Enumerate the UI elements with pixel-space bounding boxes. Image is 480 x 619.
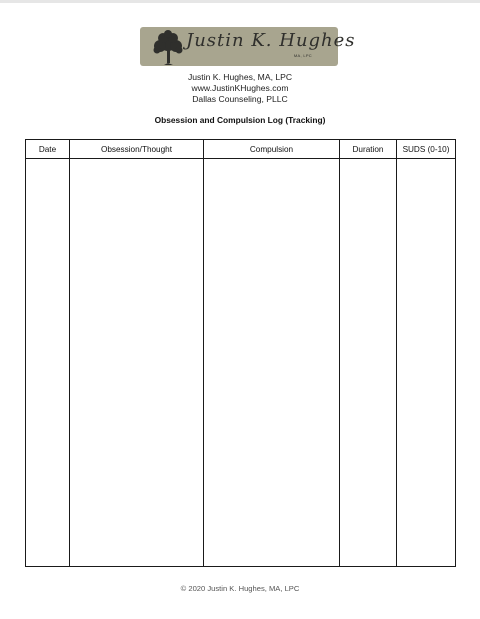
column-header-compulsion: Compulsion [204,140,340,159]
column-header-duration: Duration [340,140,397,159]
logo-credentials: MA, LPC [293,53,312,58]
duration-cell[interactable] [340,159,397,567]
document-title: Obsession and Compulsion Log (Tracking) [154,115,326,125]
column-header-obsession: Obsession/Thought [70,140,204,159]
footer-copyright: © 2020 Justin K. Hughes, MA, LPC [180,584,300,593]
obsession-cell[interactable] [70,159,204,567]
compulsion-cell[interactable] [204,159,340,567]
column-header-suds: SUDS (0-10) [397,140,456,159]
contact-name: Justin K. Hughes, MA, LPC [187,72,293,82]
page-top-edge [0,0,480,3]
contact-block [0,72,480,105]
date-cell[interactable] [26,159,70,567]
contact-website: www.JustinKHughes.com [191,83,289,93]
log-table-header-row [26,140,456,159]
log-table-body-row [26,159,456,567]
suds-cell[interactable] [397,159,456,567]
column-header-date: Date [26,140,70,159]
log-table [25,139,456,567]
contact-practice: Dallas Counseling, PLLC [192,94,288,104]
logo [140,27,356,66]
logo-signature: Justin K. Hughes [186,30,356,51]
